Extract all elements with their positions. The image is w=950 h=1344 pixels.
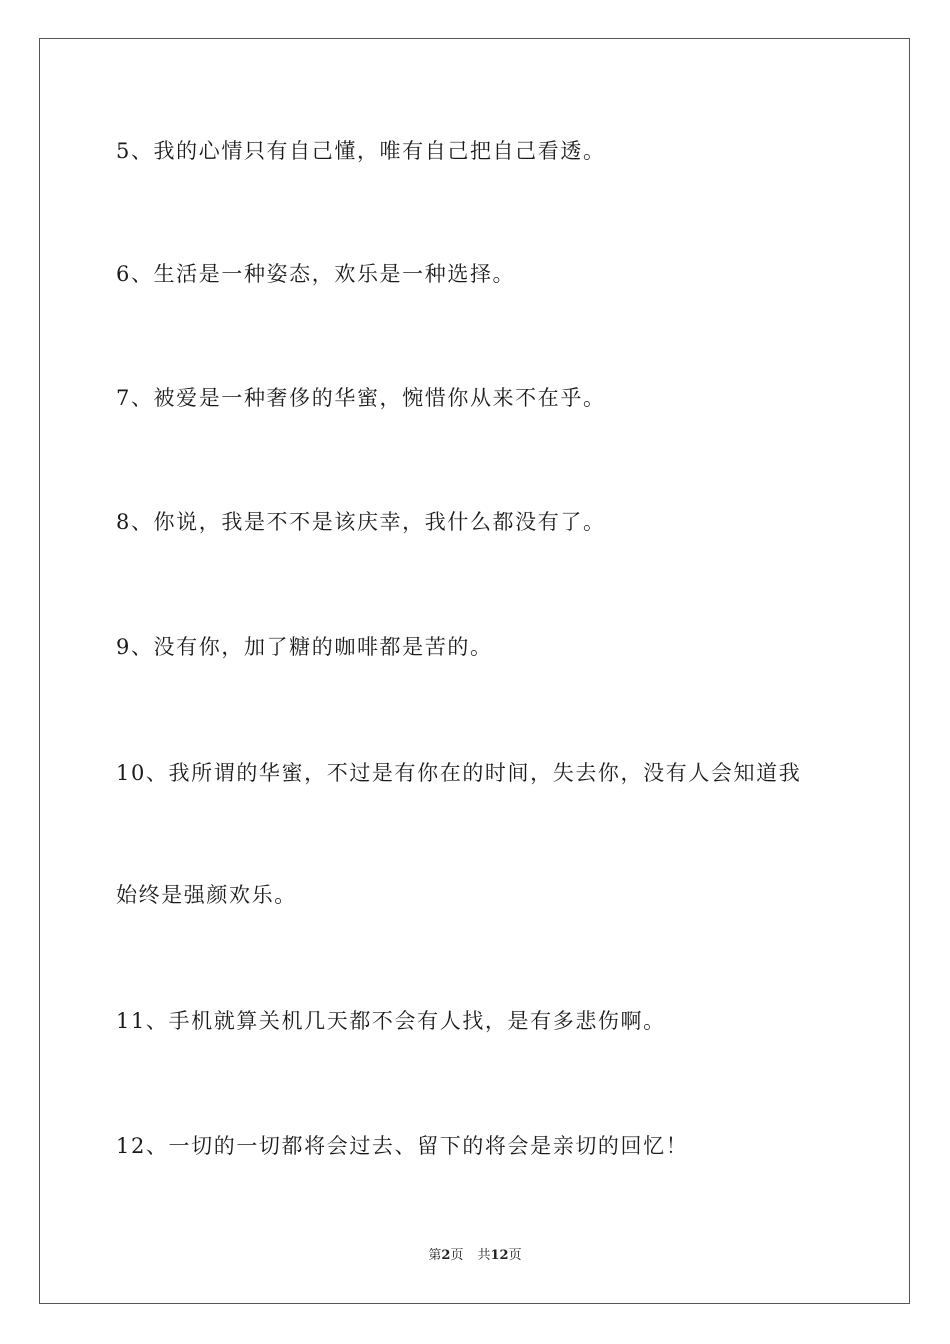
footer-page-suffix: 页 bbox=[450, 1248, 464, 1263]
text-line-7: 7、被爱是一种奢侈的华蜜，惋惜你从来不在乎。 bbox=[116, 386, 606, 410]
text-line-12: 12、一切的一切都将会过去、留下的将会是亲切的回忆！ bbox=[116, 1134, 689, 1158]
footer-total-suffix: 页 bbox=[508, 1248, 522, 1263]
text-line-5: 5、我的心情只有自己懂，唯有自己把自己看透。 bbox=[116, 139, 606, 163]
text-line-11: 11、手机就算关机几天都不会有人找，是有多悲伤啊。 bbox=[116, 1009, 666, 1033]
text-line-8: 8、你说，我是不不是该庆幸，我什么都没有了。 bbox=[116, 510, 606, 534]
page-footer bbox=[0, 1246, 950, 1266]
text-line-9: 9、没有你，加了糖的咖啡都是苦的。 bbox=[116, 635, 493, 659]
footer-total-prefix: 共 bbox=[477, 1248, 491, 1263]
footer-page-prefix: 第 bbox=[428, 1248, 442, 1263]
footer-page-number: 2 bbox=[441, 1248, 451, 1263]
text-line-6: 6、生活是一种姿态，欢乐是一种选择。 bbox=[116, 262, 516, 286]
text-line-10-continued: 始终是强颜欢乐。 bbox=[116, 883, 297, 907]
footer-total-pages: 12 bbox=[490, 1248, 509, 1263]
text-line-10: 10、我所谓的华蜜，不过是有你在的时间，失去你，没有人会知道我 bbox=[116, 761, 802, 785]
page-frame bbox=[39, 38, 910, 1304]
